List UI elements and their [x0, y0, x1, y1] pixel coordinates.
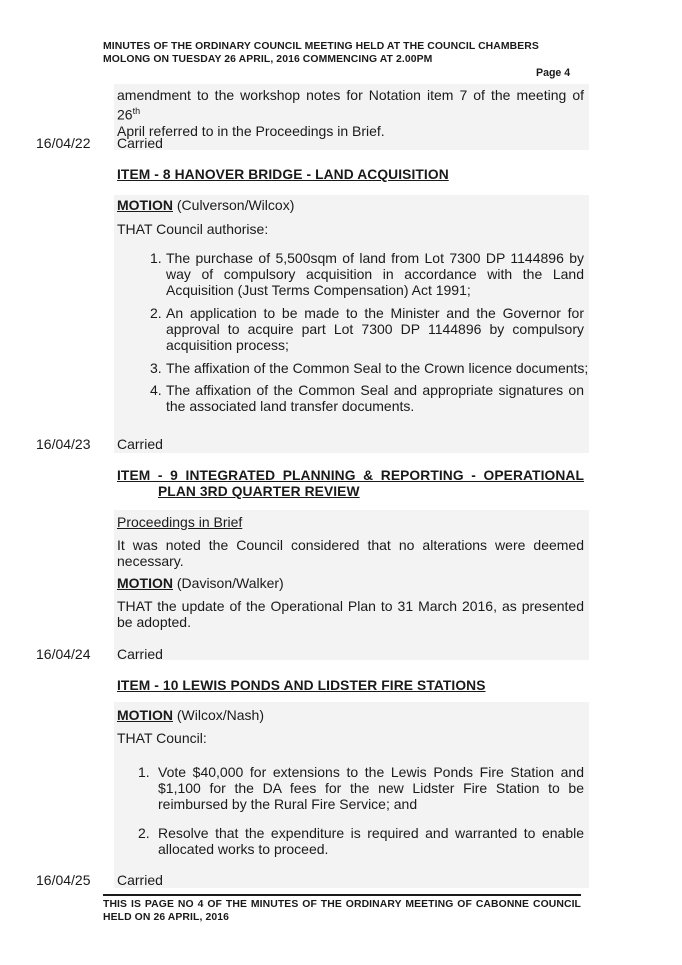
- resolution-result: Carried: [117, 436, 163, 452]
- page-number: Page 4: [536, 67, 571, 79]
- motion-movers: (Wilcox/Nash): [173, 707, 265, 723]
- resolution-number: 16/04/24: [36, 646, 91, 662]
- proceedings-text: It was noted the Council considered that no alterations were deemed necessary.: [117, 537, 584, 569]
- item-heading: ITEM - 8 HANOVER BRIDGE - LAND ACQUISITION: [117, 167, 449, 182]
- motion-label: MOTION: [117, 197, 173, 213]
- list-number: 3.: [150, 360, 162, 376]
- list-number: 4.: [150, 382, 162, 398]
- resolution-number: 16/04/25: [36, 872, 91, 888]
- resolution-number: 16/04/22: [36, 135, 91, 151]
- list-number: 2.: [138, 825, 150, 841]
- motion-text: THAT the update of the Operational Plan to 31 March 2016, as presented be adopted.: [117, 598, 584, 630]
- proceedings-in-brief-label: [117, 514, 242, 530]
- resolution-result: Carried: [117, 646, 163, 662]
- continuation-text-b: April referred to in the Proceedings in Brief.: [117, 122, 385, 139]
- motion-label: MOTION: [117, 707, 173, 723]
- motion-intro: THAT Council:: [117, 730, 207, 746]
- resolution-number: 16/04/23: [36, 436, 91, 452]
- item-heading-line-2: PLAN 3RD QUARTER REVIEW: [158, 484, 360, 499]
- list-number: 1.: [138, 764, 150, 780]
- list-number: 2.: [150, 305, 162, 321]
- list-item: Resolve that the expenditure is required and warranted to enable allocated works to proceed.: [158, 825, 584, 857]
- motion-line: [117, 707, 264, 723]
- resolution-result: Carried: [117, 872, 163, 888]
- motion-movers: (Culverson/Wilcox): [173, 197, 295, 213]
- item-heading: ITEM - 10 LEWIS PONDS AND LIDSTER FIRE STATIONS: [117, 678, 486, 693]
- resolution-result: Carried: [117, 135, 163, 151]
- list-number: 1.: [150, 250, 162, 266]
- list-item: An application to be made to the Minister and the Governor for approval to acquire part Lot 7300 DP 1144896 by compulsory acquisition process;: [166, 305, 584, 353]
- continuation-text-a: amendment to the workshop notes for Notation item 7 of the meeting of 26: [117, 87, 584, 123]
- list-item: The affixation of the Common Seal to the Crown licence documents;: [166, 360, 589, 376]
- motion-movers: (Davison/Walker): [173, 575, 284, 591]
- proceedings-label: Proceedings in Brief: [117, 514, 243, 530]
- motion-line: [117, 575, 284, 591]
- continuation-paragraph: [117, 87, 584, 139]
- footer-rule: [103, 894, 581, 896]
- item-heading: ITEM - 9 INTEGRATED PLANNING & REPORTING - OPERATIONAL: [117, 468, 584, 483]
- motion-line: [117, 197, 294, 213]
- superscript: th: [132, 106, 141, 116]
- motion-intro: THAT Council authorise:: [117, 221, 269, 237]
- header-line-2: MOLONG ON TUESDAY 26 APRIL, 2016 COMMENCING AT 2.00PM: [103, 54, 433, 65]
- list-item: Vote $40,000 for extensions to the Lewis Ponds Fire Station and $1,100 for the DA fees for the new Lidster Fire Station to be reimbursed by the Rural Fire Service; and: [158, 764, 584, 812]
- page-header: [103, 40, 581, 66]
- page-footer: THIS IS PAGE NO 4 OF THE MINUTES OF THE ORDINARY MEETING OF CABONNE COUNCIL HELD ON 26 APRIL, 2016: [103, 899, 581, 923]
- list-item: The affixation of the Common Seal and appropriate signatures on the associated land transfer documents.: [166, 382, 584, 414]
- header-line-1: MINUTES OF THE ORDINARY COUNCIL MEETING HELD AT THE COUNCIL CHAMBERS: [103, 41, 539, 52]
- list-item: The purchase of 5,500sqm of land from Lot 7300 DP 1144896 by way of compulsory acquisition in accordance with the Land Acquisition (Just Terms Compensation) Act 1991;: [166, 250, 584, 298]
- motion-label: MOTION: [117, 575, 173, 591]
